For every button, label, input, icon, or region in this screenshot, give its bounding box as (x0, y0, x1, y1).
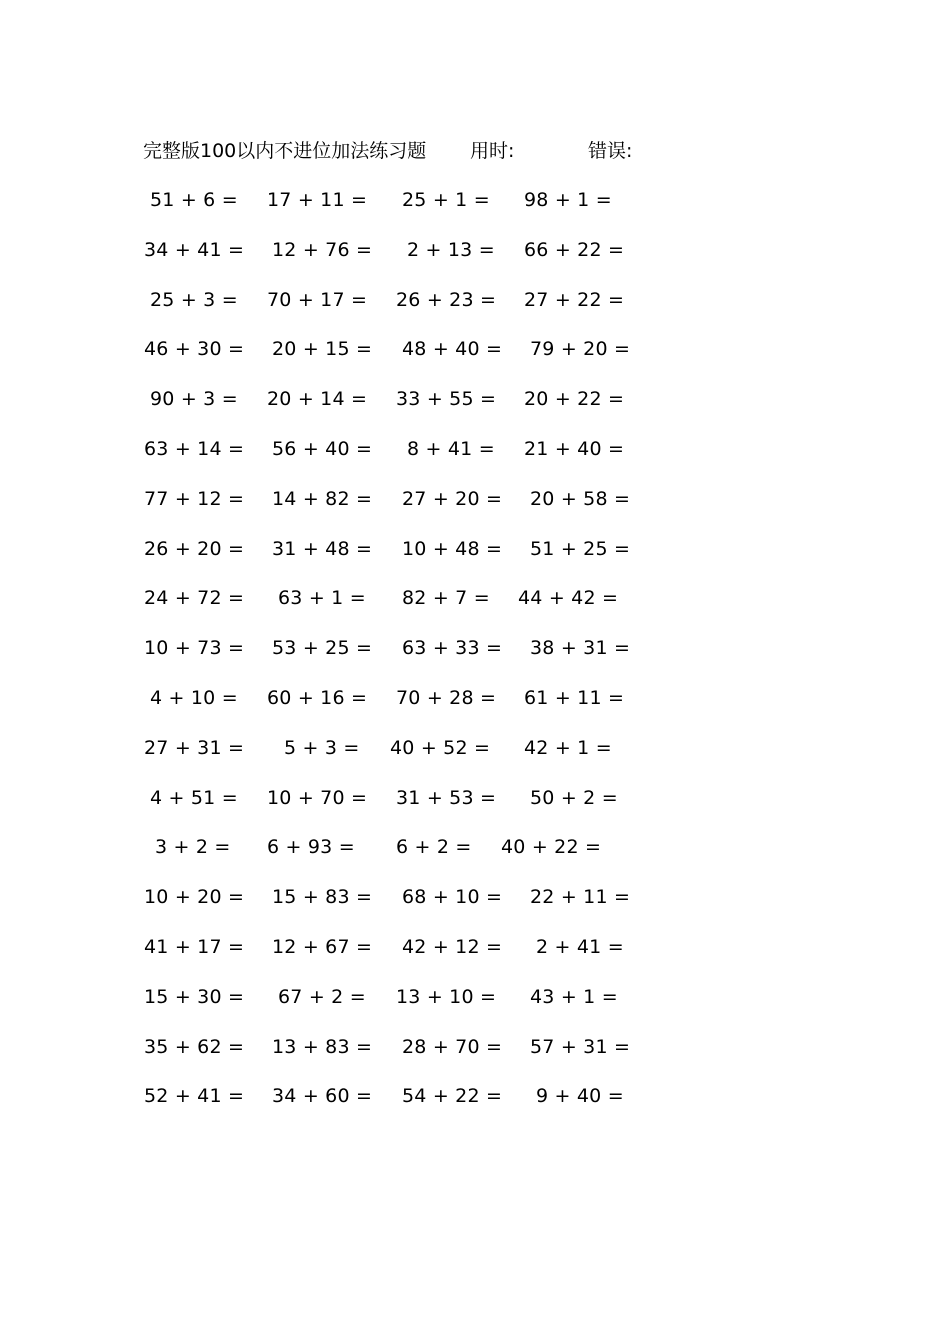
problem-row (0, 1081, 950, 1131)
addition-problem: 51 + 6 = (150, 189, 238, 211)
addition-problem: 33 + 55 = (396, 388, 497, 411)
addition-problem: 35 + 62 = (144, 1035, 245, 1058)
addition-problem: 3 + 2 = (155, 836, 231, 859)
problem-row (0, 633, 950, 683)
problem-row (0, 882, 950, 932)
addition-problem: 20 + 15 = (272, 338, 373, 361)
addition-problem: 4 + 51 = (150, 786, 238, 809)
addition-problem: 10 + 20 = (144, 886, 245, 909)
addition-problem: 70 + 28 = (396, 686, 497, 709)
problem-row (0, 434, 950, 484)
addition-problem: 63 + 1 = (278, 587, 366, 610)
addition-problem: 6 + 93 = (267, 836, 355, 859)
addition-problem: 63 + 14 = (144, 437, 245, 460)
problem-row (0, 534, 950, 584)
addition-problem: 52 + 41 = (144, 1085, 245, 1108)
addition-problem: 9 + 40 = (536, 1085, 624, 1108)
addition-problem: 25 + 3 = (150, 288, 238, 311)
problem-row (0, 583, 950, 633)
addition-problem: 66 + 22 = (524, 238, 625, 261)
addition-problem: 22 + 11 = (530, 886, 631, 909)
addition-problem: 21 + 40 = (524, 437, 625, 460)
addition-problem: 4 + 10 = (150, 686, 238, 709)
addition-problem: 27 + 31 = (144, 736, 245, 759)
addition-problem: 43 + 1 = (530, 985, 618, 1008)
addition-problem: 44 + 42 = (518, 587, 619, 610)
addition-problem: 34 + 41 = (144, 238, 245, 261)
problem-row (0, 733, 950, 783)
problem-row (0, 982, 950, 1032)
addition-problem: 12 + 76 = (272, 238, 373, 261)
addition-problem: 60 + 16 = (267, 686, 368, 709)
problem-row (0, 285, 950, 335)
addition-problem: 28 + 70 = (402, 1035, 503, 1058)
addition-problem: 12 + 67 = (272, 935, 373, 958)
problem-row (0, 185, 950, 235)
addition-problem: 27 + 20 = (402, 487, 503, 510)
problem-row (0, 334, 950, 384)
addition-problem: 70 + 17 = (267, 288, 368, 311)
addition-problem: 46 + 30 = (144, 338, 245, 361)
addition-problem: 13 + 10 = (396, 985, 497, 1008)
addition-problem: 90 + 3 = (150, 388, 238, 411)
addition-problem: 20 + 14 = (267, 388, 368, 411)
addition-problem: 61 + 11 = (524, 686, 625, 709)
addition-problem: 26 + 20 = (144, 537, 245, 560)
addition-problem: 20 + 22 = (524, 388, 625, 411)
problem-row (0, 932, 950, 982)
addition-problem: 54 + 22 = (402, 1085, 503, 1108)
problem-row (0, 484, 950, 534)
addition-problem: 2 + 13 = (407, 238, 495, 261)
problem-row (0, 683, 950, 733)
addition-problem: 10 + 70 = (267, 786, 368, 809)
problem-row (0, 783, 950, 833)
addition-problem: 82 + 7 = (402, 587, 490, 610)
addition-problem: 79 + 20 = (530, 338, 631, 361)
addition-problem: 40 + 22 = (501, 836, 602, 859)
problem-grid (0, 185, 950, 1131)
addition-problem: 31 + 48 = (272, 537, 373, 560)
addition-problem: 34 + 60 = (272, 1085, 373, 1108)
addition-problem: 42 + 1 = (524, 736, 612, 759)
addition-problem: 15 + 30 = (144, 985, 245, 1008)
addition-problem: 6 + 2 = (396, 836, 472, 859)
addition-problem: 26 + 23 = (396, 288, 497, 311)
addition-problem: 10 + 48 = (402, 537, 503, 560)
addition-problem: 53 + 25 = (272, 637, 373, 660)
addition-problem: 42 + 12 = (402, 935, 503, 958)
addition-problem: 67 + 2 = (278, 985, 366, 1008)
addition-problem: 63 + 33 = (402, 637, 503, 660)
addition-problem: 17 + 11 = (267, 189, 368, 211)
addition-problem: 24 + 72 = (144, 587, 245, 610)
time-label: 用时: (470, 140, 515, 162)
addition-problem: 5 + 3 = (284, 736, 360, 759)
addition-problem: 77 + 12 = (144, 487, 245, 510)
addition-problem: 10 + 73 = (144, 637, 245, 660)
addition-problem: 31 + 53 = (396, 786, 497, 809)
addition-problem: 15 + 83 = (272, 886, 373, 909)
addition-problem: 2 + 41 = (536, 935, 624, 958)
addition-problem: 27 + 22 = (524, 288, 625, 311)
problem-row (0, 235, 950, 285)
addition-problem: 57 + 31 = (530, 1035, 631, 1058)
addition-problem: 50 + 2 = (530, 786, 618, 809)
addition-problem: 68 + 10 = (402, 886, 503, 909)
addition-problem: 98 + 1 = (524, 189, 612, 211)
addition-problem: 56 + 40 = (272, 437, 373, 460)
error-label: 错误: (588, 140, 633, 162)
addition-problem: 51 + 25 = (530, 537, 631, 560)
addition-problem: 40 + 52 = (390, 736, 491, 759)
addition-problem: 41 + 17 = (144, 935, 245, 958)
addition-problem: 48 + 40 = (402, 338, 503, 361)
addition-problem: 13 + 83 = (272, 1035, 373, 1058)
addition-problem: 38 + 31 = (530, 637, 631, 660)
worksheet-title: 完整版100以内不进位加法练习题 (143, 140, 427, 162)
addition-problem: 20 + 58 = (530, 487, 631, 510)
problem-row (0, 1032, 950, 1082)
addition-problem: 14 + 82 = (272, 487, 373, 510)
problem-row (0, 384, 950, 434)
addition-problem: 8 + 41 = (407, 437, 495, 460)
worksheet-header (0, 137, 950, 165)
problem-row (0, 832, 950, 882)
addition-problem: 25 + 1 = (402, 189, 490, 211)
